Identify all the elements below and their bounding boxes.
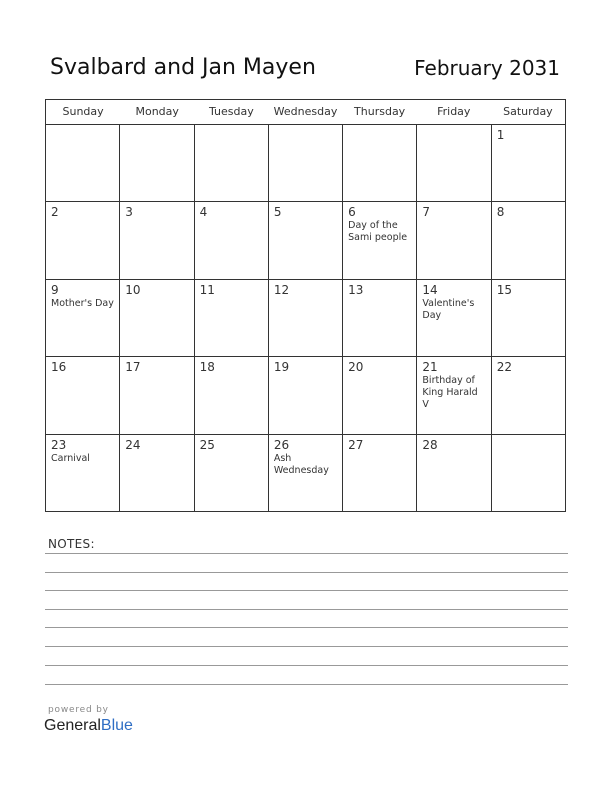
day-cell xyxy=(120,435,194,512)
day-number: 20 xyxy=(348,360,364,375)
day-cell xyxy=(417,280,491,356)
weekday-sunday: Sunday xyxy=(62,105,104,118)
calendar-month-title: February 2031 xyxy=(414,56,560,80)
day-number: 7 xyxy=(422,205,431,220)
generalblue-logo[interactable] xyxy=(44,717,133,735)
weekday-header-row xyxy=(46,100,565,125)
day-cell xyxy=(417,202,491,278)
note-line xyxy=(45,609,568,610)
weekday-tuesday: Tuesday xyxy=(208,105,254,118)
note-line xyxy=(45,684,568,685)
day-number: 8 xyxy=(496,205,505,220)
day-number: 27 xyxy=(348,437,364,452)
day-cell xyxy=(269,357,343,433)
day-cell xyxy=(492,125,565,201)
day-cell xyxy=(195,435,269,512)
day-number: 12 xyxy=(273,282,290,297)
day-number: 21 xyxy=(422,360,438,375)
day-cell xyxy=(492,357,565,433)
brand-name-part2: Blue xyxy=(100,717,133,734)
day-cell xyxy=(120,202,194,278)
day-number: 10 xyxy=(125,282,141,297)
day-number: 2 xyxy=(51,205,59,220)
week-row xyxy=(46,125,565,202)
day-number: 15 xyxy=(496,282,512,297)
holiday-label: Birthday of King Harald V xyxy=(422,375,478,411)
day-cell xyxy=(120,280,194,356)
day-cell xyxy=(269,202,343,278)
brand-name-part1: General xyxy=(44,717,101,734)
day-cell xyxy=(195,125,269,201)
weekday-saturday: Saturday xyxy=(503,105,553,118)
day-number: 1 xyxy=(496,128,505,142)
holiday-label: Ash Wednesday xyxy=(273,452,329,476)
day-cell xyxy=(343,125,417,201)
holiday-label: Carnival xyxy=(51,452,90,464)
day-cell xyxy=(417,435,491,512)
day-number: 11 xyxy=(199,282,215,297)
note-line xyxy=(45,646,568,647)
day-number: 19 xyxy=(273,360,290,375)
calendar-country-title: Svalbard and Jan Mayen xyxy=(50,55,316,80)
day-number: 5 xyxy=(273,205,282,220)
day-number: 4 xyxy=(199,205,208,220)
day-cell xyxy=(195,280,269,356)
weeks-container xyxy=(46,125,565,512)
day-number: 16 xyxy=(51,360,67,375)
weekday-monday: Monday xyxy=(135,105,179,118)
day-cell xyxy=(269,125,343,201)
day-cell xyxy=(492,280,565,356)
note-line xyxy=(45,553,568,554)
day-number: 9 xyxy=(51,282,59,297)
day-cell xyxy=(343,280,417,356)
day-number: 22 xyxy=(496,360,512,375)
note-line xyxy=(45,627,568,628)
day-cell xyxy=(492,202,565,278)
powered-by-text: powered by xyxy=(48,705,109,715)
weekday-friday: Friday xyxy=(437,105,471,118)
note-line xyxy=(45,665,568,666)
day-cell xyxy=(195,357,269,433)
day-number: 25 xyxy=(199,437,215,452)
notes-label: NOTES: xyxy=(48,537,95,551)
day-number: 18 xyxy=(199,360,215,375)
note-line xyxy=(45,572,568,573)
calendar-grid xyxy=(45,99,566,512)
day-cell xyxy=(120,357,194,433)
day-number: 28 xyxy=(422,437,438,452)
day-cell xyxy=(343,202,417,278)
weekday-thursday: Thursday xyxy=(354,105,406,118)
holiday-label: Mother's Day xyxy=(51,297,114,309)
day-cell xyxy=(46,435,120,512)
note-line xyxy=(45,590,568,591)
day-number: 26 xyxy=(273,437,290,452)
day-cell xyxy=(492,435,565,512)
day-cell xyxy=(343,435,417,512)
day-cell xyxy=(269,280,343,356)
day-cell xyxy=(46,125,120,201)
week-row xyxy=(46,357,565,434)
holiday-label: Valentine's Day xyxy=(422,297,475,321)
day-cell xyxy=(269,435,343,512)
day-number: 23 xyxy=(51,437,67,452)
day-number: 24 xyxy=(125,437,141,452)
day-cell xyxy=(120,125,194,201)
holiday-label: Day of the Sami people xyxy=(348,220,408,244)
weekday-wednesday: Wednesday xyxy=(273,105,338,118)
day-number: 17 xyxy=(125,360,141,375)
day-number: 13 xyxy=(348,282,364,297)
day-cell xyxy=(46,357,120,433)
day-number: 3 xyxy=(125,205,133,220)
week-row xyxy=(46,280,565,357)
week-row xyxy=(46,435,565,512)
day-cell xyxy=(46,280,120,356)
day-number: 6 xyxy=(348,205,356,220)
day-cell xyxy=(417,125,491,201)
week-row xyxy=(46,202,565,279)
day-number: 14 xyxy=(422,282,438,297)
day-cell xyxy=(46,202,120,278)
day-cell xyxy=(417,357,491,433)
day-cell xyxy=(343,357,417,433)
day-cell xyxy=(195,202,269,278)
